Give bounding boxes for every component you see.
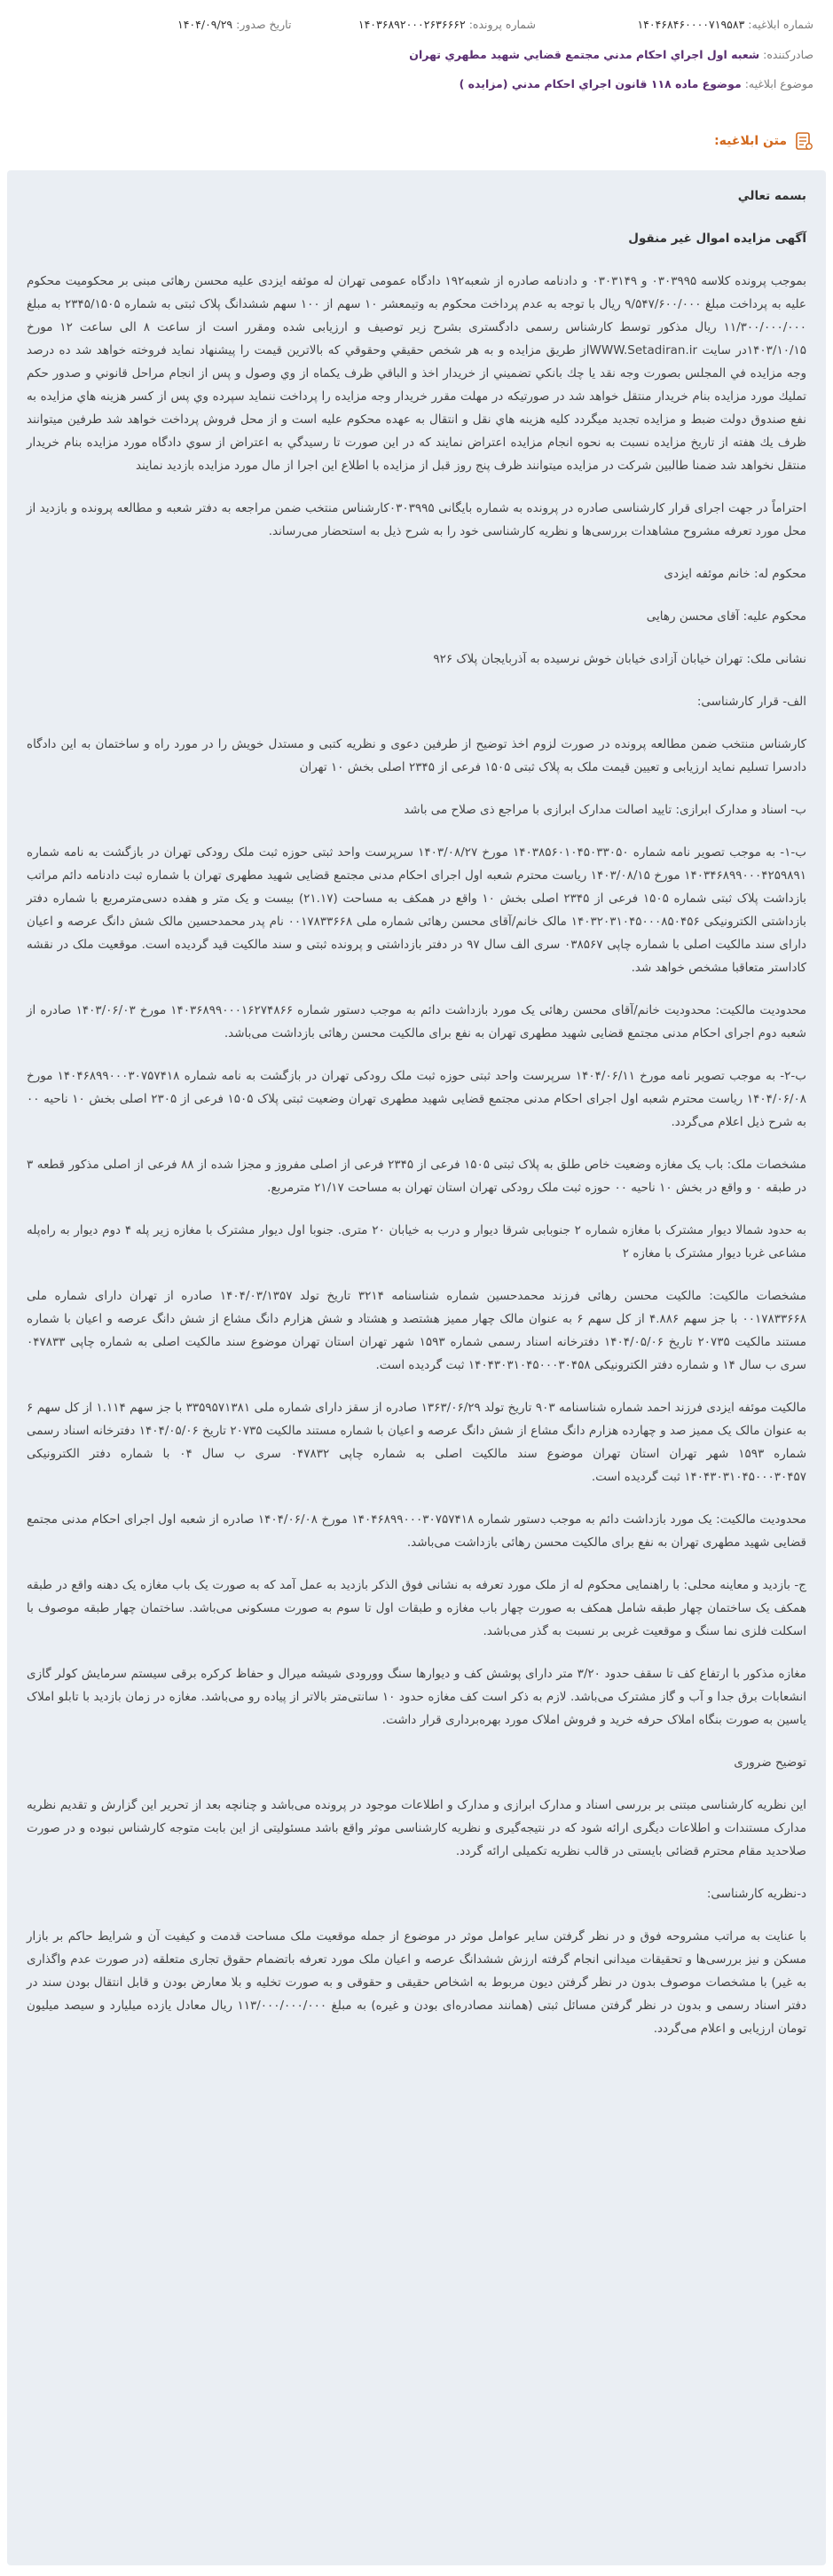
body-paragraph: آگهی مزایده اموال غیر منقول [628,232,806,246]
body-paragraph: مشخصات ملک: باب یک مغازه وضعیت خاص طلق به پلاک ثبتی ۱۵۰۵ فرعی از ۲۳۴۵ فرعی از اصلی مفروز و مجزا شده از ۸۸ فرعی از اصلی مذکور قطعه ۳ در طبقه ۰ و واقع در بخش ۱۰ ناحیه ۰۰ حوزه ثبت ملک رودکی تهران استان تهران به مساحت ۲۱/۱۷ مترمربع. [27,1158,806,1195]
body-paragraph: مشخصات مالکیت: مالکیت محسن رهائی فرزند محمدحسین شماره شناسنامه ۳۲۱۴ تاریخ تولد ۱۴۰۴/۰۳/۱۳۵۷ صادره از تهران دارای شماره ملی ۰۰۱۷۸۳۳۶۶۸ با جز سهم ۴.۸۸۶ از کل سهم ۶ به عنوان مالک چهار ممیز هشتصد و هشتاد و شش هزارم دانگ مشاع از شش دانگ عرصه و اعیان با شماره مستند مالکیت ۲۰۷۳۵ تاریخ ۱۴۰۴/۰۵/۰۶ دفترخانه اسناد رسمی شماره ۱۵۹۳ شهر تهران استان تهران موضوع سند مالکیت اصلی به شماره چاپی ۰۴۷۸۳۳ سری ب سال ۱۴ و شماره دفتر الکترونیکی ۱۴۰۴۳۰۳۱۰۴۵۰۰۰۳۰۴۵۸ ثبت گردیده است. [27,1289,807,1372]
body-paragraph: ب-۲- به موجب تصویر نامه مورخ ۱۴۰۴/۰۶/۱۱ سرپرست واحد ثبتی حوزه ثبت ملک رودکی تهران در بازگشت به نامه شماره ۱۴۰۴۶۸۹۹۰۰۰۳۰۷۵۷۴۱۸ مورخ ۱۴۰۴/۰۶/۰۸ ریاست محترم شعبه اول اجرای احکام مدنی مجتمع قضایی شهید مطهری تهران وضعیت ثبتی پلاک ۱۵۰۵ فرعی از ۲۳۰۵ اصلی بخش ۱۰ ناحیه ۰۰ به شرح ذیل اعلام می‌گردد. [27,1069,806,1129]
body-paragraph: این نظریه کارشناسی مبتنی بر بررسی اسناد و مدارک ابرازی و مدارک و اطلاعات موجود در پرونده می‌باشد و چنانچه بعد از تحریر این گزارش و تقدیم نظریه مدارک مستندات و اطلاعات دیگری ارائه شود که در نتیجه‌گیری و نظریه کارشناسی موثر واقع باشد مسئولیتی از این بابت متوجه کارشناس نبوده و در صورت صلاحدید مقام محترم قضائی بایستی در قالب نظریه تکمیلی ارائه گردد. [27,1798,806,1858]
body-paragraph: به حدود شمالا دیوار مشترک با مغازه شماره ۲ جنوبا‌بی شرقا دیوار و درب به خیابان ۲۰ متری. جنوبا اول دیوار مشترک با مغازه زیر پله ۴ دوم دیوار به راه‌پله مشاعی غربا دیوار مشترک با مغازه ۲ [27,1223,806,1261]
body-paragraph: ج- بازدید و معاینه محلی: با راهنمایی محکوم له از ملک مورد تعرفه به نشانی فوق الذکر بازدید به عمل آمد که به صورت یک باب مغازه یک دهنه واقع در طبقه همکف یک ساختمان چهار طبقه شامل همکف به صورت چهار باب مغازه و طبقات اول تا سوم به صورت مسکونی می‌باشد. ساختمان چهار طبقه موصوف با اسکلت فلزی نما سنگ و موقعیت غربی بر نسبت به گذر می‌باشد. [27,1578,806,1638]
notice-text-heading [714,131,813,151]
case-number-label: شماره پرونده: [468,18,536,31]
body-paragraph: ب- اسناد و مدارک ابرازی: تایید اصالت مدارک ابرازی با مراجع ذی صلاح می باشد [404,803,806,817]
issuer-value: شعبه اول اجراي احكام مدني مجتمع قضايي شهيد مطهري تهران [409,48,760,61]
body-paragraph: محدودیت مالکیت: یک مورد بازداشت دائم به موجب دستور شماره ۱۴۰۴۶۸۹۹۰۰۰۳۰۷۵۷۴۱۸ مورخ ۱۴۰۴/۰۶/۰۸ صادره از شعبه اول اجرای احکام مدنی مجتمع قضایی شهید مطهری تهران به نفع برای مالکیت محسن رهائی بازداشت می‌باشد. [27,1512,806,1550]
body-paragraph: کارشناس منتخب ضمن مطالعه پرونده در صورت لزوم اخذ توضیح از طرفین دعوی و نظریه کتبی و مستدل خویش را در مورد راه و ساختمان به این دادگاه دادسرا تسلیم نماید ارزیابی و تعیین قیمت ملک به پلاک ثبتی ۱۵۰۵ فرعی از ۲۳۴۵ اصلی بخش ۱۰ تهران [27,737,806,774]
body-paragraph: د-نظریه کارشناسی: [706,1887,806,1901]
case-number [358,18,536,31]
body-paragraph: بسمه تعالي [737,189,806,203]
body-paragraph: مالکیت موئفه ایزدی فرزند احمد شماره شناسنامه ۹۰۳ تاریخ تولد ۱۳۶۳/۰۶/۲۹ صادره از سقز دارای شماره ملی ۳۳۵۹۵۷۱۳۸۱ با جز سهم ۱.۱۱۴ از کل سهم ۶ به عنوان مالک یک ممیز صد و چهارده هزارم دانگ مشاع از شش دانگ عرصه و اعیان با شماره مستند مالکیت ۲۰۷۳۵ تاریخ ۱۴۰۴/۰۵/۰۶ دفترخانه اسناد رسمی شماره ۱۵۹۳ شهر تهران استان تهران موضوع سند مالکیت اصلی به شماره چاپی ۰۴۷۸۳۲ سری ب سال ۰۴ با شماره دفتر الکترونیکی ۱۴۰۴۳۰۳۱۰۴۵۰۰۰۳۰۴۵۷ ثبت گردیده است. [27,1401,807,1484]
notice-subject-label: موضوع ابلاغیه: [744,77,813,90]
notice-number-value: ۱۴۰۴۶۸۴۶۰۰۰۰۷۱۹۵۸۳ [637,18,745,31]
issuer [409,48,813,61]
notice-body [27,185,806,2060]
notice-number-label: شماره ابلاغیه: [748,18,813,31]
body-paragraph: محکوم علیه: آقای محسن رهایی [646,609,806,624]
body-paragraph: احتراماً در جهت اجرای قرار کارشناسی صادره در پرونده به شماره بایگانی ۰۳۰۳۹۹۵کارشناس منتخب ضمن مراجعه به دفتر شعبه و مطالعه پرونده و بازدید از محل مورد تعرفه مشروح مشاهدات بررسی‌ها و نظریه کارشناسی خود را به شرح ذیل به استحضار می‌رساند. [27,501,806,538]
body-paragraph: نشانی ملک: تهران خیابان آزادی خیابان خوش نرسیده به آذربایجان پلاک ۹۲۶ [433,652,806,666]
notice-number [637,18,813,31]
body-paragraph: با عنایت به مراتب مشروحه فوق و در نظر گرفتن سایر عوامل موثر در موضوع از جمله موقعیت ملک مساحت قدمت و کیفیت آن و شرایط حاکم بر بازار مسکن و نیز بررسی‌ها و تحقیقات میدانی انجام گرفته ارزش ششدانگ عرصه و اعیان ملک مورد تعرفه باتضمام حقوق تجاری متعلقه (در صورت عدم واگذاری به غیر) با مشخصات موصوف بدون در نظر گرفتن دیون مربوط به اشخاص حقیقی و حقوقی و به صورت تخلیه و بلا معارض بودن و قابل انتقال بودن سند در دفتر اسناد رسمی و بدون در نظر گرفتن مسائل ثبتی (همانند مصادره‌ای بودن و غیره) به مبلغ ۱۱۳/۰۰۰/۰۰۰/۰۰۰ ریال معادل یازده میلیارد و سیصد میلیون تومان ارزیابی و اعلام می‌گردد. [27,1929,806,2036]
body-paragraph: محدودیت مالکیت: محدودیت خانم/آقای محسن رهائی یک مورد بازداشت دائم به موجب دستور شماره ۱۴۰۳۶۸۹۹۰۰۰۱۶۲۷۴۸۶۶ مورخ ۱۴۰۳/۰۶/۰۳ صادره از شعبه دوم اجرای احکام مدنی مجتمع قضایی شهید مطهری تهران به نفع برای مالکیت محسن رهائی بازداشت می‌باشد. [27,1003,806,1041]
notice-subject-value: موضوع ماده ۱۱۸ قانون اجراي احكام مدني (مزايده ) [459,77,742,90]
body-paragraph: الف- قرار کارشناسی: [696,695,806,709]
body-paragraph: محکوم له: خانم موئفه ایزدی [664,567,806,581]
issue-date-label: تاریخ صدور: [236,18,292,31]
notice-header [0,0,833,99]
case-number-value: ۱۴۰۳۶۸۹۲۰۰۰۲۶۳۶۶۶۲ [358,18,466,31]
notice-subject [460,77,813,90]
issue-date-value: ۱۴۰۴/۰۹/۲۹ [177,18,233,31]
issuer-label: صادرکننده: [763,48,813,61]
body-paragraph: بموجب پرونده كلاسه ۰۳۰۳۹۹۵ و ۰۳۰۳۱۴۹ و دادنامه صادره از شعبه۱۹۲ دادگاه عمومی تهران له موئفه ایزدی علیه محسن رهائی مبنی بر محکومیت محکوم علیه به پرداخت مبلغ ۹/۵۴۷/۶۰۰/۰۰۰ ریال با توجه به عدم پرداخت محکوم به وتیمعشر ۱۰ سهم از ۱۰۰ سهم ششدانگ پلاک ثبتی به شماره ۲۳۴۵/۱۵۰۵ به مبلغ ۱۱/۳۰۰/۰۰۰/۰۰۰ ریال مذکور توسط کارشناس رسمی دادگستری بشرح زیر توصیف و ارزیابی شده ومقرر است از ساعت ۸ الی ساعت ۱۲ مورخ ۱۴۰۳/۱۰/۱۵در سايت WWW.Setadiran.irاز طريق مزايده و به هر شخص حقيقي وحقوقي كه بالاترين قيمت را پيشنهاد نمايد فروخته خواهد شد ده درصد وجه مزايده في المجلس بصورت وجه نقد يا چك بانكي تضميني از خريدار اخذ و الباقي ظرف يكماه از وي وصول و پس از انجام مراحل قانوني و صدور حكم تمليك مورد مزايده بنام خريدار منتقل خواهد شد در صورتيكه در مهلت مقرر خريدار وجه مزايده را پرداخت ننمايد سپرده وي پس از كسر هزينه هاي مزايده به نفع صندوق دولت ضبط و مزايده تجديد ميگردد كليه هزينه هاي نقل و انتقال به عهده محكوم عليه است و از محل فروش پرداخت خواهد شد طرفين ميتوانند ظرف يك هفته از تاريخ مزايده نسبت به نحوه انجام مزايده اعتراض نمايند كه در اين صورت تا رسيدگي به اعتراض از سوي دادگاه مورد مزايده بنام خريدار منتقل نخواهد شد ضمنا طالبين شركت در مزايده ميتوانند ظرف پنج روز قبل از مزايده با اطلاع اين اجرا از مال مورد مزايده بازديد نمايند [27,274,806,473]
notice-document-icon [794,131,813,151]
body-paragraph: ب-۱- به موجب تصویر نامه شماره ۱۴۰۳۸۵۶۰۱۰۴۵۰۳۳۰۵۰ مورخ ۱۴۰۳/۰۸/۲۷ سرپرست واحد ثبتی حوزه ثبت ملک رودکی تهران در بازگشت به نامه شماره ۱۴۰۳۴۶۸۹۹۰۰۰۴۲۵۹۸۹۱ مورخ ۱۴۰۳/۰۸/۱۵ ریاست محترم شعبه اول اجرای احکام مدنی مجتمع قضایی شهید مطهری تهران با شماره ثبت دادنامه دائم مراتب بازداشت پلاک ثبتی شماره ۱۵۰۵ فرعی از ۲۳۴۵ اصلی بخش ۱۰ واقع در همکف به مساحت (۲۱.۱۷) بیست و یک متر و هفده دسی‌مترمربع با شماره دفتر بازداشتی الکترونیکی ۱۴۰۳۲۰۳۱۰۴۵۰۰۰۸۵۰۴۵۶ مالک خانم/آقای محسن رهائی شماره ملی ۰۰۱۷۸۳۳۶۶۸ نام پدر محمدحسین مالک شش دانگ عرصه و اعیان دارای سند مالکیت اصلی با شماره چاپی ۰۳۸۵۶۷ سری الف سال ۹۷ در دفتر بازداشتی و پرونده ثبتی و سند مالکیت قید گردیده است. موقعیت ملک در نقشه کاداستر متعاقبا مشخص خواهد شد. [27,845,807,975]
body-paragraph: مغازه مذکور با ارتفاع کف تا سقف حدود ۳/۲۰ متر دارای پوشش کف و دیوارها سنگ وورودی شیشه میرال و حفاظ کرکره برقی سیستم سرمایش کولر گازی انشعابات برق جدا و آب و گاز مشترک می‌باشد. لازم به ذکر است کف مغازه حدود ۱۰ سانتی‌متر بالاتر از پیاده رو می‌باشد. مغازه در زمان بازدید با تابلو املاک یاسین به صورت بنگاه املاک حرفه خرید و فروش املاک مورد بهره‌برداری قرار داشت. [27,1667,807,1727]
notice-body-card [7,170,826,2565]
notice-text-label: متن ابلاغیه: [714,134,787,148]
body-paragraph: توضیح ضروری [734,1755,806,1770]
issue-date [177,18,291,31]
